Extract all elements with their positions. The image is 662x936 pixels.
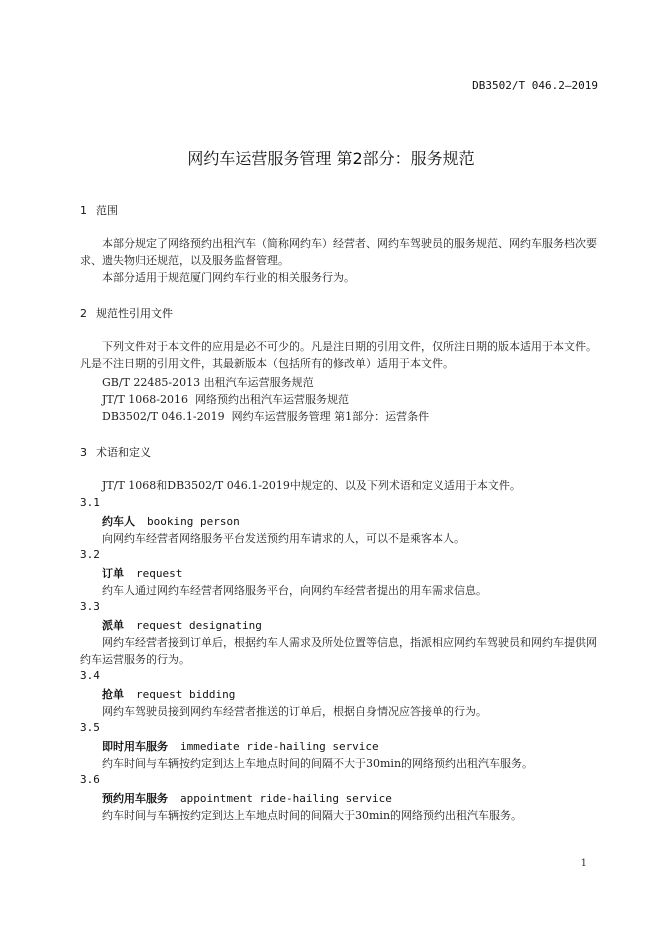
term-definition: 约车时间与车辆按约定到达上车地点时间的间隔不大于30min的网络预约出租汽车服务。 — [102, 757, 534, 770]
term-definition: 约车人通过网约车经营者网络服务平台，向网约车经营者提出的用车需求信息。 — [102, 584, 487, 597]
term-name-zh: 即时用车服务 — [102, 740, 168, 753]
term-number: 3.1 — [80, 496, 100, 509]
document-code: DB3502/T 046.2—2019 — [472, 79, 598, 92]
section-1-heading — [80, 202, 118, 218]
term-heading — [102, 686, 235, 702]
section-title: 术语和定义 — [96, 446, 151, 459]
section-number: 2 — [80, 307, 87, 320]
term-name-zh: 抢单 — [102, 688, 124, 701]
term-heading — [102, 617, 262, 633]
term-number: 3.3 — [80, 600, 100, 613]
term-heading — [102, 738, 379, 754]
section-3-heading — [80, 444, 151, 460]
term-number: 3.4 — [80, 669, 100, 682]
section-title: 规范性引用文件 — [96, 307, 173, 320]
term-heading — [102, 790, 392, 806]
normative-reference: JT/T 1068-2016 网络预约出租汽车运营服务规范 — [102, 393, 349, 406]
section-title: 范围 — [96, 204, 118, 217]
term-heading — [102, 513, 240, 529]
normative-reference: DB3502/T 046.1-2019 网约车运营服务管理 第1部分：运营条件 — [102, 410, 430, 423]
section-2-paragraph-1: 下列文件对于本文件的应用是必不可少的。凡是注日期的引用文件，仅所注日期的版本适用于本文件。凡是不注日期的引用文件，其最新版本（包括所有的修改单）适用于本文件。 — [80, 340, 597, 370]
page-number: 1 — [580, 858, 587, 869]
term-number: 3.2 — [80, 548, 100, 561]
term-name-zh: 订单 — [102, 567, 124, 580]
term-name-zh: 派单 — [102, 619, 124, 632]
term-name-en: request bidding — [136, 688, 236, 701]
term-heading — [102, 565, 182, 581]
term-definition: 约车时间与车辆按约定到达上车地点时间的间隔大于30min的网络预约出租汽车服务。 — [102, 809, 523, 822]
term-definition: 网约车经营者接到订单后，根据约车人需求及所处位置等信息，指派相应网约车驾驶员和网约车提供网约车运营服务的行为。 — [80, 636, 597, 666]
section-3-intro: JT/T 1068和DB3502/T 046.1-2019中规定的、以及下列术语和定义适用于本文件。 — [102, 479, 521, 492]
term-number: 3.5 — [80, 721, 100, 734]
term-name-zh: 预约用车服务 — [102, 792, 168, 805]
normative-reference: GB/T 22485-2013 出租汽车运营服务规范 — [102, 376, 314, 389]
term-name-en: booking person — [147, 515, 240, 528]
document-title: 网约车运营服务管理 第2部分：服务规范 — [187, 149, 475, 168]
section-1-paragraph-1: 本部分规定了网络预约出租汽车（简称网约车）经营者、网约车驾驶员的服务规范、网约车服务档次要求、遗失物归还规范，以及服务监督管理。 — [80, 237, 597, 267]
section-number: 1 — [80, 204, 87, 217]
term-name-en: request designating — [136, 619, 262, 632]
term-number: 3.6 — [80, 773, 100, 786]
section-1-paragraph-2: 本部分适用于规范厦门网约车行业的相关服务行为。 — [102, 271, 355, 284]
section-2-heading — [80, 305, 173, 321]
term-name-en: request — [136, 567, 183, 580]
term-name-en: appointment ride-hailing service — [180, 792, 392, 805]
section-number: 3 — [80, 446, 87, 459]
term-definition: 向网约车经营者网络服务平台发送预约用车请求的人，可以不是乘客本人。 — [102, 532, 465, 545]
term-definition: 网约车驾驶员接到网约车经营者推送的订单后，根据自身情况应答接单的行为。 — [102, 705, 487, 718]
term-name-en: immediate ride-hailing service — [180, 740, 379, 753]
term-name-zh: 约车人 — [102, 515, 135, 528]
